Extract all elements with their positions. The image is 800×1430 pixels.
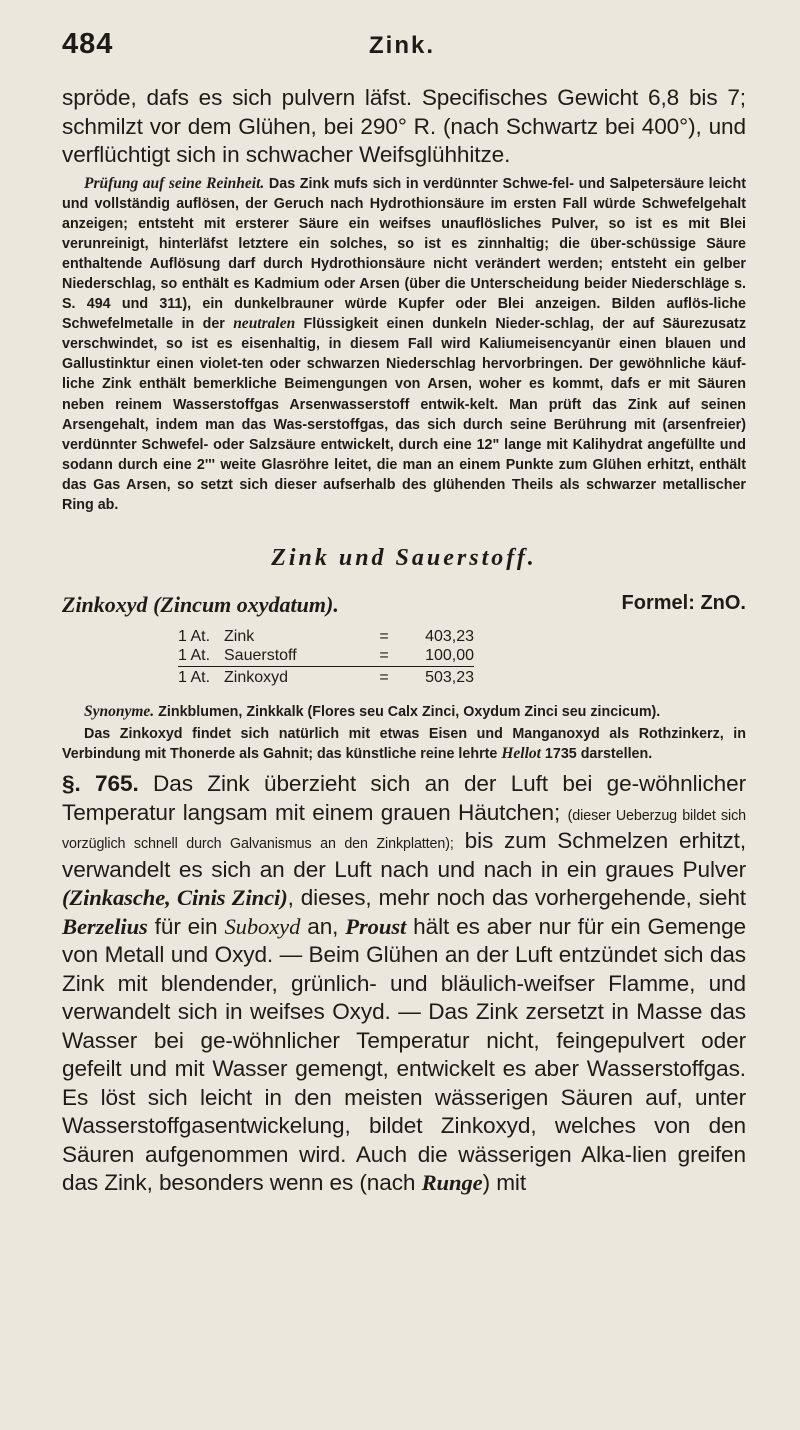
section-text: bis zum Schmelzen erhitzt, verwandelt es sich an der Luft nach und nach in ein graues Pulver [62, 828, 746, 882]
zinkoxyd-latin: (Zincum oxydatum). [153, 592, 339, 618]
atom-count: 1 At. [178, 628, 211, 646]
section-text: ) mit [482, 1170, 527, 1196]
equals-sign: = [379, 628, 389, 646]
author-name: Berzelius [62, 913, 148, 939]
equals-sign: = [374, 667, 394, 689]
compound-name: Zinkoxyd [224, 667, 374, 689]
composition-table [178, 628, 474, 688]
note-author: Hellot [501, 745, 541, 763]
page-body [62, 84, 746, 1198]
atom-count: 1 At. [178, 647, 211, 665]
section-text: an, [307, 913, 339, 939]
section-italic: (Zinkasche, Cinis Zinci) [62, 885, 288, 911]
equals-sign: = [379, 647, 389, 665]
element-name: Sauerstoff [224, 647, 297, 665]
atom-count: 1 At. [178, 667, 224, 689]
synonyme-label: Synonyme. [84, 703, 155, 721]
table-total-row [178, 667, 474, 689]
zinkoxyd-heading [62, 592, 746, 618]
table-row [178, 628, 474, 647]
atomic-weight: 403,23 [425, 628, 474, 646]
section-text: für ein [154, 913, 218, 939]
element-name: Zink [224, 628, 255, 646]
intro-paragraph: spröde, dafs es sich pulvern läfst. Specifisches Gewicht 6,8 bis 7; schmilzt vor dem Glühen, bei 290° R. (nach Schwartz bei 400°), und verflüchtigt sich in schwacher Weifsglühhitze. [62, 85, 746, 167]
section-sign: §. 765. [62, 771, 139, 797]
neutral-label: neutralen [233, 315, 296, 333]
section-text: hält es aber nur für ein Gemenge von Metall und Oxyd. — Beim Glühen an der Luft entzündet sich das Zink mit blendender, grünlich- und bläulich-weifser Flamme, und verwandelt sich in weifses Oxyd. — Das Zink zersetzt in Masse das Wasser bei ge-wöhnlicher Temperatur nicht, feingepulvert oder gefeilt und mit Wasser gemengt, entwickelt es aber Wasserstoffgas. Es löst sich leicht in den meisten wässerigen Säuren auf, unter Wasserstoffgasentwickelung, bildet Zinkoxyd, welches von den Säuren aufgenommen wird. Auch die wässerigen Alka-lien greifen das Zink, besonders wenn es (nach [62, 913, 747, 1196]
note-text-end: 1735 darstellen. [544, 746, 653, 763]
author-name: Runge [421, 1170, 483, 1196]
note-text: Das Zinkoxyd findet sich natürlich mit etwas Eisen und Manganoxyd als Rothzinkerz, in Verbindung mit Thonerde als Gahnit; das künstliche reine lehrte [62, 726, 746, 763]
author-name: Proust [345, 913, 407, 939]
running-head: Zink. [368, 32, 435, 59]
section-italic: Suboxyd [224, 913, 301, 939]
zinkoxyd-formula: Formel: ZnO. [621, 592, 746, 615]
atomic-weight: 100,00 [425, 647, 474, 665]
total-weight: 503,23 [394, 667, 474, 689]
table-row [178, 647, 474, 667]
section-765-paragraph [62, 770, 746, 1198]
pruefung-label: Prüfung auf seine Reinheit. [84, 174, 265, 192]
page-number: 484 [62, 28, 114, 60]
page-header [62, 28, 742, 68]
pruefung-text: Das Zink mufs sich in verdünnter Schwe-fel- und Salpetersäure leicht und vollständig auflösen, der Geruch nach Hydrothionsäure im ersten Fall würde Schwefelgehalt anzeigen; entsteht mit ersterer Säure ein weifses unauflösliches Pulver, so ist es mit Blei verunreinigt, hinterläfst letztere ein solches, so ist es zinnhaltig; die über-schüssige Säure enthaltende Auflösung darf durch Hydrothionsäure nicht verändert werden; entsteht ein gelber Niederschlag, so enthält es Kadmium oder Arsen (über die Unterscheidung beider Niederschläge s. S. 494 und 311), ein dunkelbrauner würde Kupfer oder Blei anzeigen. Bilden auflös-liche Schwefelmetalle in der [62, 175, 747, 333]
section-small-note: (dieser Ueberzug bildet sich vorzüglich schnell durch Galvanismus an den Zinkplatten); [62, 807, 746, 853]
section-text: , dieses, mehr noch das vorhergehende, sieht [287, 885, 746, 911]
synonyme-paragraph [62, 702, 746, 722]
pruefung-text-continued: Flüssigkeit einen dunkeln Nieder-schlag, der auf Säurezusatz verschwindet, so ist es eisenhaltig, in diesem Fall wird Kaliumeisencyanür einen blauen und Gallustinktur einen violet-ten oder schwarzen Niederschlag hervorbringen. Der gewöhnliche käuf-liche Zink enthält bemerkliche Beimengungen von Arsen, woher es kommt, dafs er mit Säuren neben reinem Wasserstoffgas Arsenwasserstoff entwik-kelt. Man prüft das Zink auf seinen Arsengehalt, indem man das Was-serstoffgas, das sich durch seine Berührung mit (arsenfreier) verdünnter Schwefel- oder Salzsäure entwickelt, durch eine 12" lange mit Kalihydrat angefüllte und sodann durch eine 2''' weite Glasröhre leitet, die man an einem Punkte zum Glühen erhitzt, enthält das Gas Arsen, so setzt sich dieser aufserhalb des glühenden Theils als schwarzer metallischer Ring ab. [62, 316, 746, 513]
synonyme-text: Zinkblumen, Zinkkalk (Flores seu Calx Zinci, Oxydum Zinci seu zincicum). [158, 704, 661, 721]
section-text: Das Zink überzieht sich an der Luft bei ge-wöhnlicher Temperatur langsam mit einem grauen Häutchen; [62, 771, 746, 825]
pruefung-paragraph [62, 174, 746, 516]
zinkoxyd-note [62, 724, 746, 764]
zinkoxyd-name: Zinkoxyd [62, 592, 148, 618]
section-heading: Zink und Sauerstoff. [271, 545, 537, 572]
